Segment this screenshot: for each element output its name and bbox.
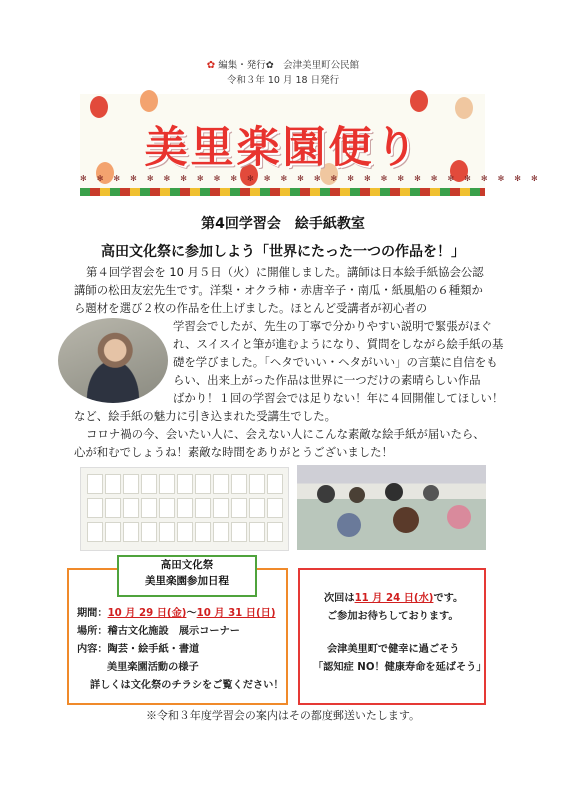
article-line: れ、スイスイと筆が進むようになり、質問をしながら絵手紙の基: [173, 337, 504, 351]
issue-date: 令和３年 10 月 18 日発行: [226, 75, 340, 86]
article-line: 学習会でしたが、先生の丁寧で分かりやすい説明で緊張がほぐ: [173, 319, 492, 333]
festival-label-box: [117, 555, 257, 597]
article-line: 講師の松田友宏先生です。洋梨・オクラ柿・赤唐辛子・南瓜・紙風船の６種類か: [74, 283, 483, 297]
article-line: 礎を学びました。「ヘタでいい・ヘタがいい」の言葉に自信をも: [173, 355, 498, 369]
health-slogan-2: 「認知症 NO！健康寿命を延ばそう」: [313, 662, 487, 673]
footer-note: ※令和３年度学習会の案内はその都度郵送いたします。: [145, 709, 421, 722]
article-line: など、絵手紙の魅力に引き込まれた受講生でした。: [74, 409, 336, 423]
flower-icon: ✿: [206, 60, 216, 71]
festival-period: 期間：10 月 29 日(金)～10 月 31 日(日): [77, 608, 276, 619]
event-title: 第4回学習会 絵手紙教室: [201, 216, 365, 232]
festival-content-2: 美里楽園活動の様子: [107, 662, 199, 673]
event-subtitle: 高田文化祭に参加しよう「世界にたった一つの作品を！」: [101, 244, 465, 260]
next-session-box: [298, 568, 486, 705]
snowflake-decoration: ✻✻✻✻✻✻✻✻✻✻✻✻✻✻✻✻✻✻✻✻✻✻✻✻✻✻✻✻: [80, 174, 548, 183]
artwork-photo: [80, 467, 289, 551]
article-line: コロナ禍の今、会いたい人に、会えない人にこんな素敵な絵手紙が届いたら、: [86, 427, 485, 441]
festival-content: 内容：陶芸・絵手紙・書道: [77, 644, 200, 655]
article-line: 心が和むでしょうね！素敵な時間をありがとうございました！: [74, 445, 393, 459]
festival-sublabel: 美里楽園参加日程: [145, 575, 229, 587]
next-session-date: 次回は11 月 24 日(水)です。: [324, 593, 464, 604]
festival-details: 詳しくは文化祭のチラシをご覧ください！: [90, 680, 284, 691]
banner-stripe: [80, 188, 485, 196]
next-session-invite: ご参加お待ちしております。: [327, 611, 459, 622]
lantern-icon: [140, 90, 158, 112]
article-line: ら題材を選び２枚の作品を仕上げました。ほとんど受講者が初心者の: [74, 301, 428, 315]
health-slogan: 会津美里町で健幸に過ごそう: [327, 644, 460, 655]
newsletter-title: 美里楽園便り: [144, 123, 421, 173]
banner: [80, 94, 548, 196]
article-line: 第４回学習会を 10 月５日（火）に開催しました。講師は日本絵手紙協会公認: [86, 265, 484, 279]
classroom-photo: [297, 465, 486, 550]
issuer-line: ✿ 編集・発行✿ 会津美里町公民館: [206, 60, 360, 71]
lantern-icon: [410, 90, 428, 112]
article-line: ばかり！１回の学習会では足りない！年に４回開催してほしい！: [173, 391, 504, 405]
festival-place: 場所：稽古文化施設 展示コーナー: [77, 626, 240, 637]
instructor-photo: [58, 318, 168, 403]
festival-label: 高田文化祭: [160, 559, 214, 571]
article-line: らい、出来上がった作品は世界に一つだけの素晴らしい作品: [173, 373, 481, 387]
